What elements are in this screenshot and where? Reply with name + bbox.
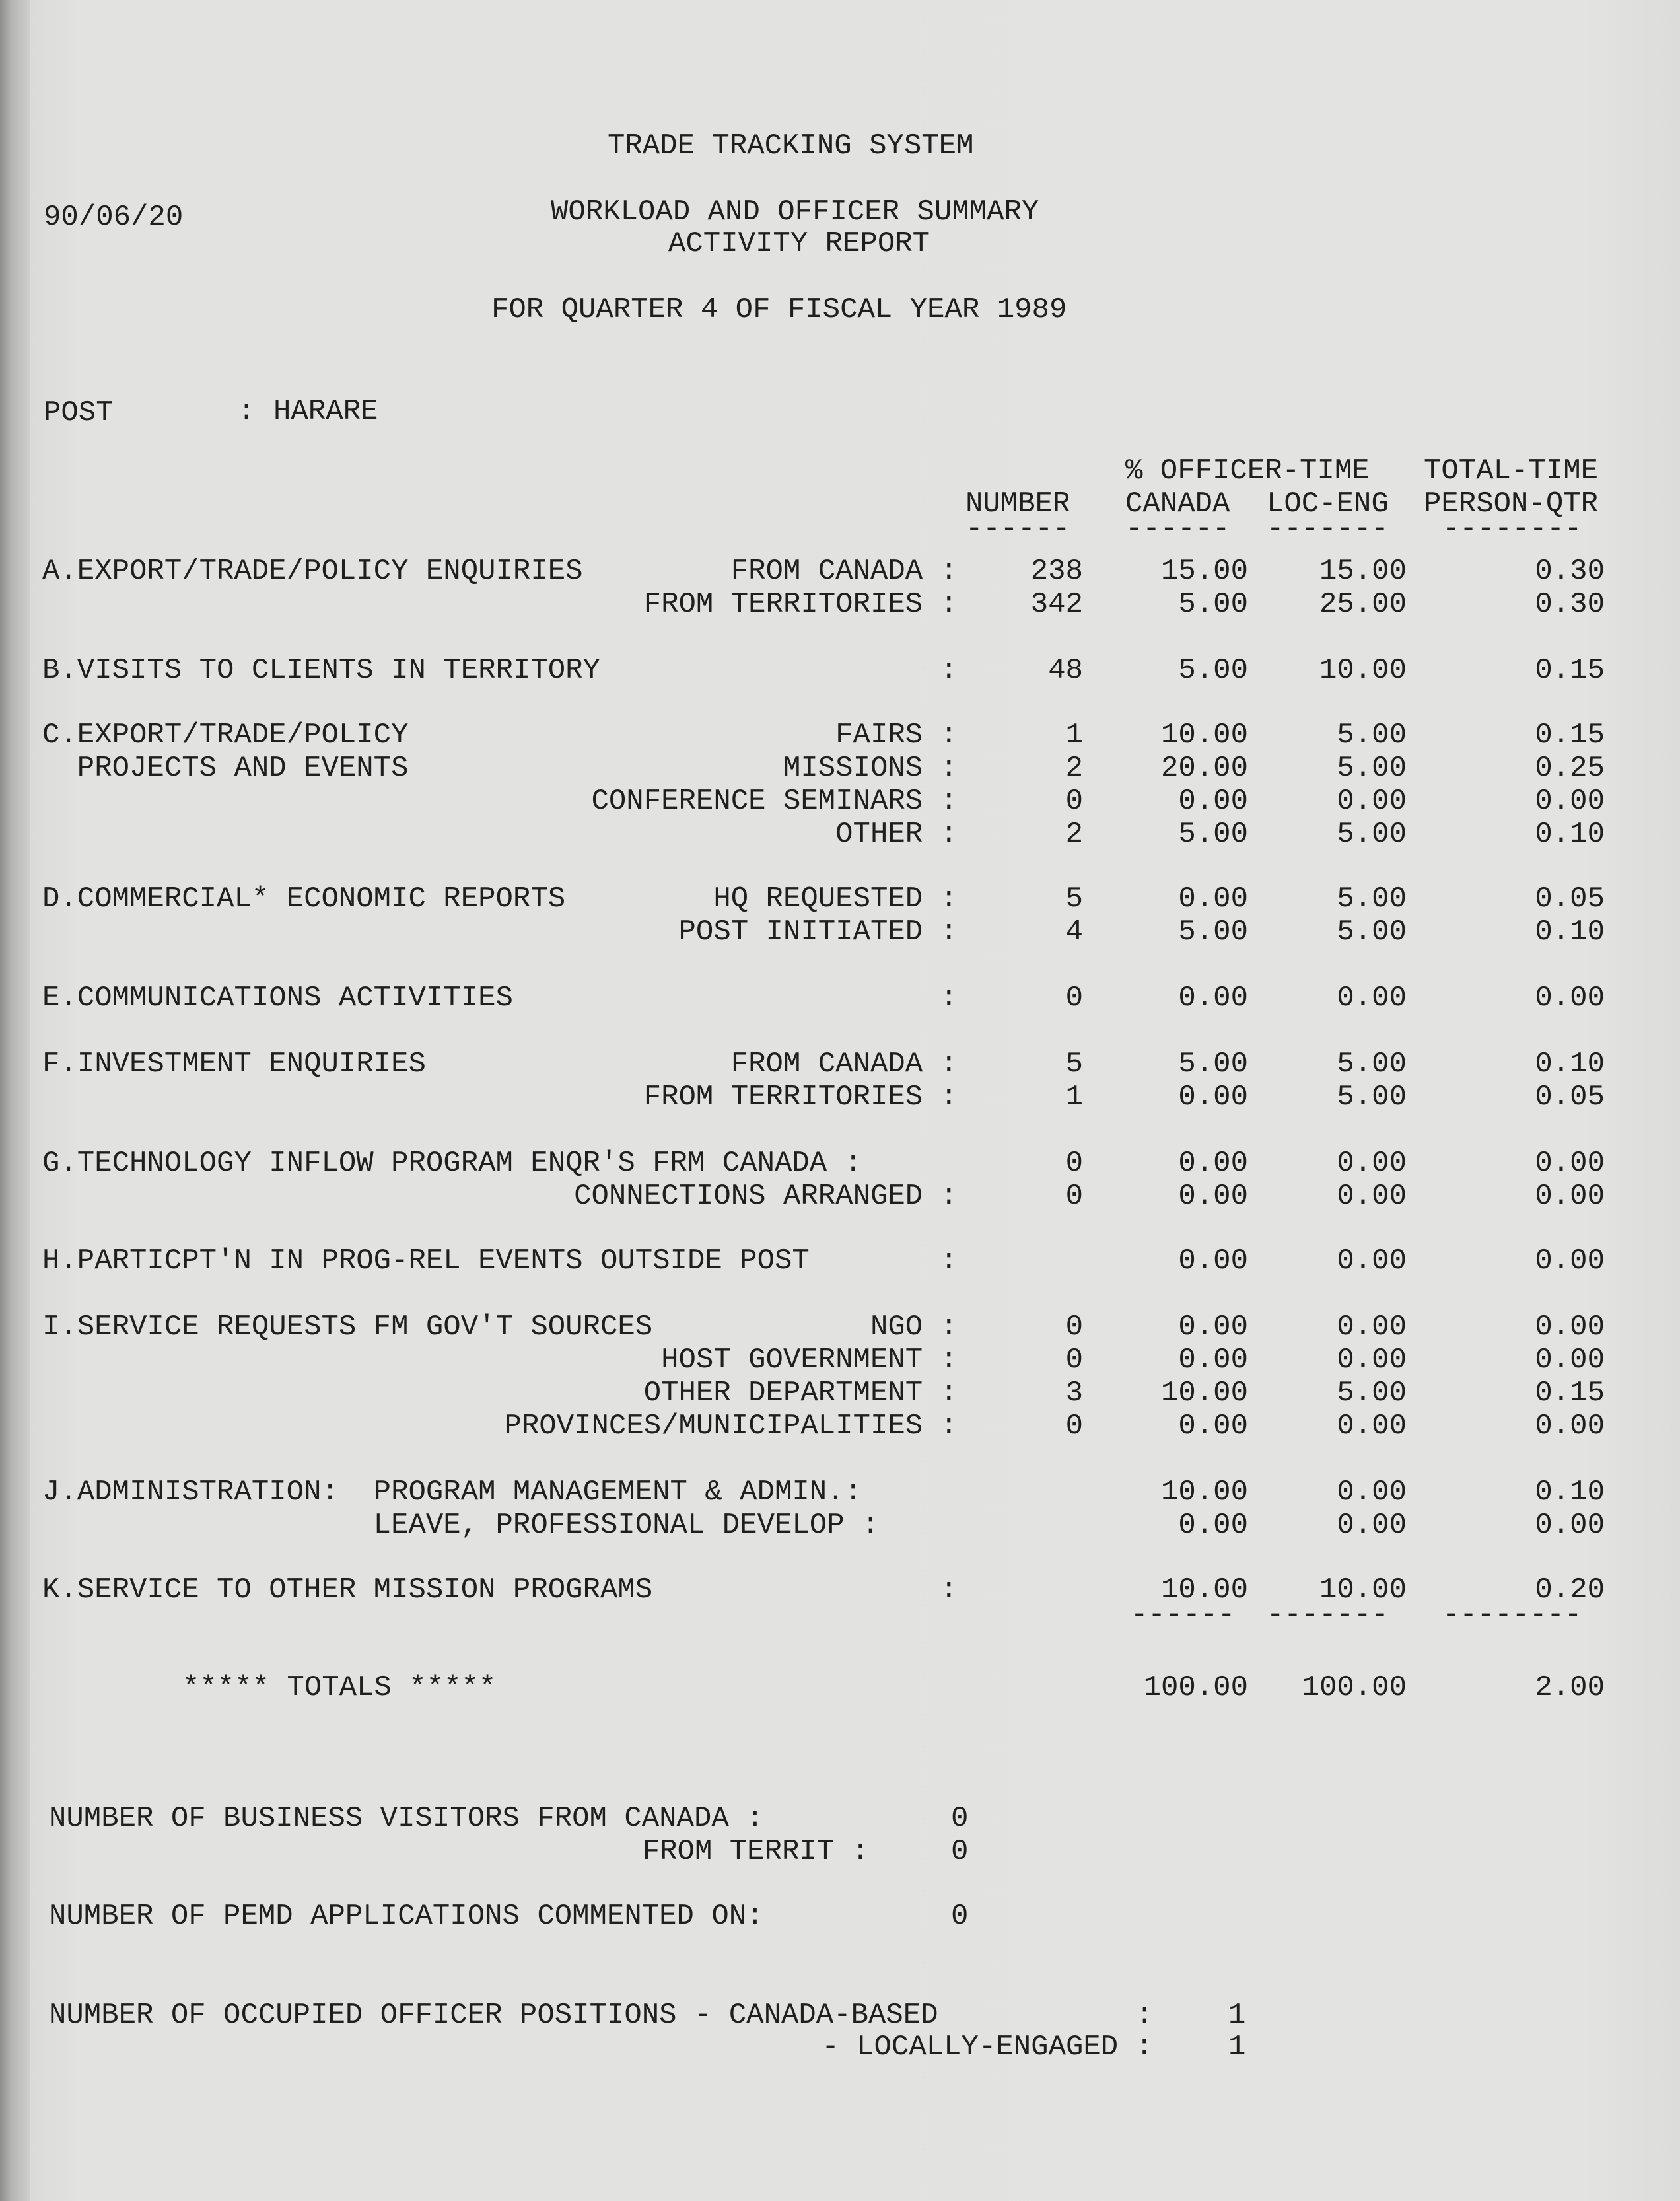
row-subcategory: FROM CANADA : [730,555,958,588]
row-number: 238 [1030,555,1083,588]
row-category: F.INVESTMENT ENQUIRIES [42,1048,426,1081]
total-time-header: TOTAL-TIME [1424,454,1599,487]
row-category: B.VISITS TO CLIENTS IN TERRITORY [42,654,600,687]
row-canada: 0.00 [1178,1311,1248,1344]
totals-loceng-rule: ------- [1267,1599,1389,1632]
row-subcategory: OTHER : [835,818,958,851]
row-subcategory: NGO : [870,1311,958,1344]
row-loceng: 5.00 [1337,719,1407,752]
row-subcategory: FROM TERRITORIES : [643,588,958,621]
row-canada: 5.00 [1178,654,1248,687]
row-loceng: 0.00 [1337,1344,1407,1377]
positions-canada-label: NUMBER OF OCCUPIED OFFICER POSITIONS - CANADA-BASED [49,1999,938,2032]
row-loceng: 0.00 [1337,982,1407,1015]
row-loceng: 5.00 [1337,1377,1407,1410]
row-category: PROJECTS AND EVENTS [42,752,409,785]
row-number: 0 [1065,982,1083,1015]
pemd-value: 0 [951,1900,969,1933]
visitors-canada-label: NUMBER OF BUSINESS VISITORS FROM CANADA : [49,1802,764,1835]
row-subcategory: CONNECTIONS ARRANGED : [574,1180,958,1213]
row-category: I.SERVICE REQUESTS FM GOV'T SOURCES [42,1311,653,1344]
row-category: C.EXPORT/TRADE/POLICY [42,719,409,752]
number-header-rule: ------ [965,513,1070,546]
report-date: 90/06/20 [44,201,184,234]
row-loceng: 5.00 [1337,752,1407,785]
row-canada: 0.00 [1178,785,1248,818]
canada-header: CANADA [1125,487,1230,521]
row-canada: 10.00 [1160,1476,1248,1509]
row-personqtr: 0.30 [1535,555,1605,588]
row-canada: 10.00 [1160,1573,1248,1606]
row-canada: 5.00 [1178,818,1248,851]
officer-time-header: % OFFICER-TIME [1125,454,1370,487]
positions-canada-separator: : [1136,1999,1154,2032]
row-personqtr: 0.00 [1535,1410,1605,1443]
row-loceng: 5.00 [1337,1048,1407,1081]
row-number: 5 [1065,1048,1083,1081]
row-loceng: 0.00 [1337,1147,1407,1180]
row-number: 2 [1065,818,1083,851]
row-subcategory: FROM TERRITORIES : [643,1081,958,1114]
row-canada: 0.00 [1178,1509,1248,1542]
row-loceng: 0.00 [1337,1245,1407,1278]
post-separator: : [238,395,256,428]
row-number: 342 [1030,588,1083,621]
row-loceng: 5.00 [1337,916,1407,949]
row-canada: 0.00 [1178,1245,1248,1278]
row-canada: 0.00 [1178,883,1248,916]
row-canada: 0.00 [1178,1147,1248,1180]
totals-loceng: 100.00 [1302,1671,1407,1704]
row-subcategory: CONFERENCE SEMINARS : [591,785,958,818]
row-canada: 20.00 [1160,752,1248,785]
totals-label: ***** TOTALS ***** [182,1671,497,1704]
row-loceng: 0.00 [1337,1311,1407,1344]
row-loceng: 0.00 [1337,1180,1407,1213]
row-canada: 5.00 [1178,916,1248,949]
row-number: 5 [1065,883,1083,916]
totals-canada: 100.00 [1143,1671,1248,1704]
row-personqtr: 0.00 [1535,1509,1605,1542]
totals-personqtr-rule: -------- [1442,1599,1582,1632]
positions-local-value: 1 [1228,2031,1246,2064]
row-personqtr: 0.00 [1535,982,1605,1015]
row-personqtr: 0.10 [1535,916,1605,949]
row-canada: 0.00 [1178,1180,1248,1213]
row-subcategory: : [940,654,958,687]
row-category: D.COMMERCIAL* ECONOMIC REPORTS [42,883,566,916]
report-period: FOR QUARTER 4 OF FISCAL YEAR 1989 [491,293,1067,326]
row-canada: 0.00 [1178,982,1248,1015]
loceng-header-rule: ------- [1267,513,1389,546]
row-canada: 10.00 [1160,719,1248,752]
row-number: 0 [1065,1344,1083,1377]
row-number: 0 [1065,1410,1083,1443]
visitors-canada-value: 0 [951,1802,969,1835]
row-personqtr: 0.15 [1535,719,1605,752]
row-personqtr: 0.10 [1535,818,1605,851]
row-loceng: 5.00 [1337,818,1407,851]
row-loceng: 5.00 [1337,883,1407,916]
personqtr-header: PERSON-QTR [1424,487,1599,521]
row-number: 3 [1065,1377,1083,1410]
row-subcategory: HOST GOVERNMENT : [661,1344,958,1377]
row-number: 1 [1065,1081,1083,1114]
row-personqtr: 0.30 [1535,588,1605,621]
row-subcategory: FROM CANADA : [730,1048,958,1081]
totals-canada-rule: ------ [1131,1599,1236,1632]
row-personqtr: 0.15 [1535,654,1605,687]
row-personqtr: 0.00 [1535,1180,1605,1213]
row-subcategory: FAIRS : [835,719,958,752]
row-loceng: 10.00 [1319,1573,1407,1606]
row-personqtr: 0.00 [1535,1245,1605,1278]
row-number: 48 [1048,654,1083,687]
row-number: 1 [1065,719,1083,752]
row-loceng: 5.00 [1337,1081,1407,1114]
row-personqtr: 0.10 [1535,1476,1605,1509]
row-subcategory: HQ REQUESTED : [713,883,958,916]
row-personqtr: 0.05 [1535,1081,1605,1114]
totals-personqtr: 2.00 [1535,1671,1605,1704]
row-loceng: 15.00 [1319,555,1407,588]
row-canada: 0.00 [1178,1081,1248,1114]
row-category: E.COMMUNICATIONS ACTIVITIES [42,982,513,1015]
scan-edge [0,0,30,2201]
row-number: 0 [1065,785,1083,818]
row-personqtr: 0.00 [1535,785,1605,818]
row-subcategory: : [940,982,958,1015]
loceng-header: LOC-ENG [1267,487,1389,521]
personqtr-header-rule: -------- [1442,513,1582,546]
row-canada: 5.00 [1178,588,1248,621]
row-canada: 0.00 [1178,1410,1248,1443]
row-personqtr: 0.05 [1535,883,1605,916]
row-loceng: 0.00 [1337,785,1407,818]
row-category: K.SERVICE TO OTHER MISSION PROGRAMS [42,1573,653,1606]
row-loceng: 25.00 [1319,588,1407,621]
row-canada: 15.00 [1160,555,1248,588]
visitors-territ-value: 0 [951,1835,969,1868]
row-number: 2 [1065,752,1083,785]
row-canada: 0.00 [1178,1344,1248,1377]
row-number: 0 [1065,1311,1083,1344]
row-personqtr: 0.20 [1535,1573,1605,1606]
canada-header-rule: ------ [1125,513,1230,546]
visitors-territ-label: FROM TERRIT : [642,1835,869,1868]
row-category: H.PARTICPT'N IN PROG-REL EVENTS OUTSIDE POST [42,1245,810,1278]
system-title: TRADE TRACKING SYSTEM [608,129,974,162]
row-number: 0 [1065,1147,1083,1180]
row-subcategory: : [940,1245,958,1278]
row-canada: 5.00 [1178,1048,1248,1081]
row-category: G.TECHNOLOGY INFLOW PROGRAM ENQR'S FRM CANADA : [42,1147,862,1180]
row-category: LEAVE, PROFESSIONAL DEVELOP : [42,1509,880,1542]
pemd-label: NUMBER OF PEMD APPLICATIONS COMMENTED ON: [49,1900,764,1933]
row-subcategory: OTHER DEPARTMENT : [643,1377,958,1410]
row-number: 0 [1065,1180,1083,1213]
row-category: J.ADMINISTRATION: PROGRAM MANAGEMENT & ADMIN.: [42,1476,862,1509]
row-loceng: 0.00 [1337,1410,1407,1443]
row-personqtr: 0.00 [1535,1311,1605,1344]
row-subcategory: : [940,1573,958,1606]
row-personqtr: 0.15 [1535,1377,1605,1410]
row-category: A.EXPORT/TRADE/POLICY ENQUIRIES [42,555,583,588]
number-header: NUMBER [965,487,1070,521]
row-loceng: 10.00 [1319,654,1407,687]
row-subcategory: POST INITIATED : [678,916,958,949]
row-personqtr: 0.00 [1535,1344,1605,1377]
row-loceng: 0.00 [1337,1509,1407,1542]
row-subcategory: MISSIONS : [783,752,958,785]
row-personqtr: 0.00 [1535,1147,1605,1180]
report-title: WORKLOAD AND OFFICER SUMMARY [551,196,1039,229]
post-label: POST [44,396,114,429]
row-personqtr: 0.10 [1535,1048,1605,1081]
post-value: HARARE [273,395,378,428]
row-loceng: 0.00 [1337,1476,1407,1509]
report-subtitle: ACTIVITY REPORT [668,227,930,260]
positions-canada-value: 1 [1228,1999,1246,2032]
row-number: 4 [1065,916,1083,949]
row-canada: 10.00 [1160,1377,1248,1410]
positions-local-label: - LOCALLY-ENGAGED : [822,2031,1153,2064]
row-personqtr: 0.25 [1535,752,1605,785]
row-subcategory: PROVINCES/MUNICIPALITIES : [504,1410,958,1443]
